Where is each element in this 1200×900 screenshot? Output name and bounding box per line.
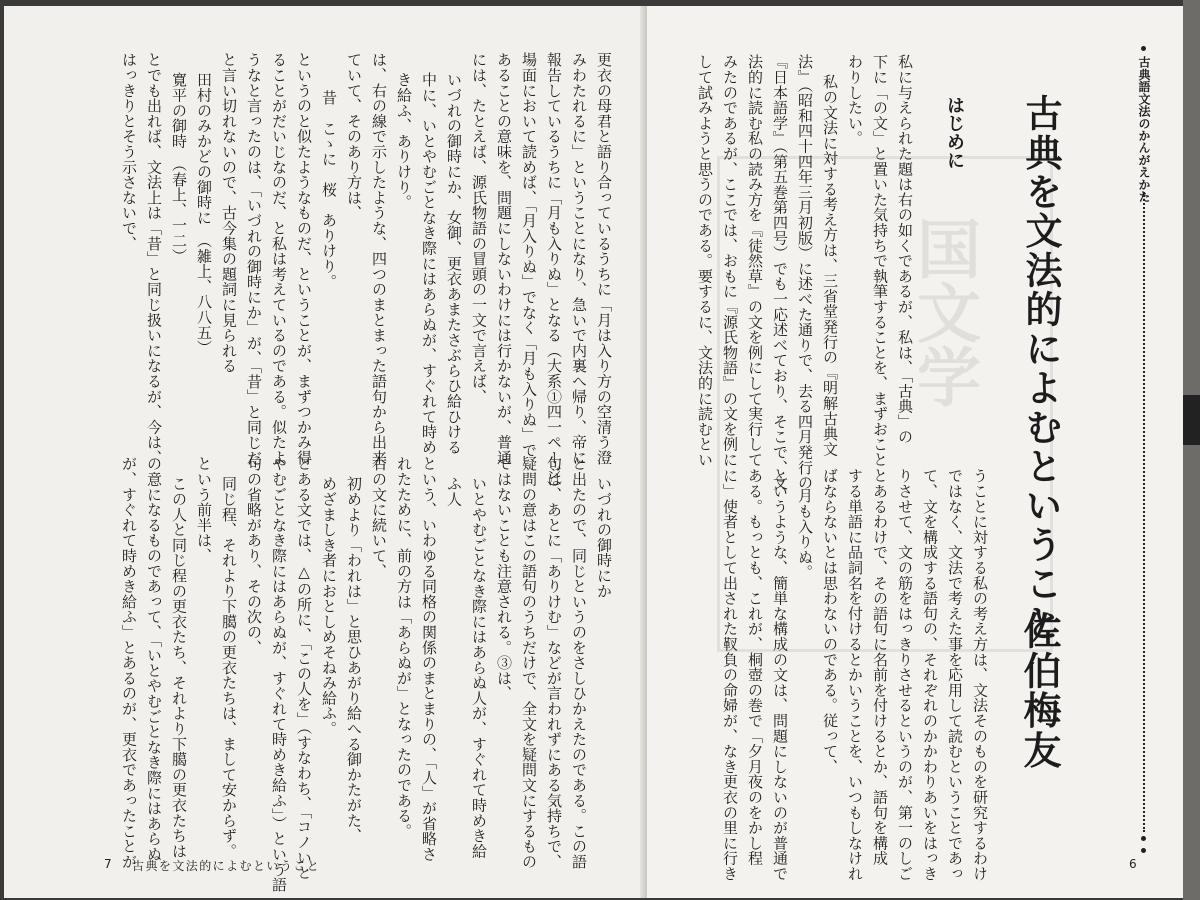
binding-clip [1183,395,1200,445]
left-top-col-8: 中に、いとやむごとなき際にはあらぬが、すぐれて時め [420,72,438,455]
left-top-col-6: には、たとえば、源氏物語の冒頭の一文で言えば、 [470,52,488,404]
show-through-shadow: 国文学 [906,216,981,408]
right-top-col-1: 私に与えられた題は右の如くであるが、私は、「古典」の [896,54,914,445]
series-dotted-rule [1143,192,1145,832]
right-bottom-col-7: ばならないとは思わないのである。従って、 [821,468,839,774]
left-bottom-col-4: 疑問の意はこの語句のうちだけで、全文を疑問文にするもの [520,456,538,870]
left-top-col-11: ていて、そのあり方は、 [345,52,363,221]
right-top-col-2: 下に「の文」と置いた気持ちで執筆することを、まずおこと [871,54,889,468]
left-bottom-col-18: この人と同じ程の更衣たち、それより下臈の更衣たちは [170,476,188,859]
right-page [647,6,1183,898]
right-bottom-col-9: というような、簡単な構成の文は、問題にしないのが普通で [771,468,789,882]
left-top-col-19: とでも出れば、文法上は「昔」と同じ扱いになるが、今は、 [145,52,163,466]
left-top-col-17: 田村のみかどの御時に （雑上、八八五） [195,72,213,356]
right-bottom-col-5: とあるわけで、その語句に名前を付けるとか、語句を構成 [871,468,889,866]
right-bottom-col-10: ある。もっとも、これが、桐壺の巻で「夕月夜のをかし程 [746,468,764,866]
desk-edge [1183,0,1200,900]
series-end-dot-2 [1141,848,1146,853]
right-bottom-col-2: ではなく、文法で考えた事を応用して読むということであっ [946,468,964,882]
right-bottom-col-6: する単語に品詞名を付けるとかいうことを、いつもしなけれ [846,468,864,882]
right-bottom-col-11: に」使者として出された靫負の命婦が、なき更衣の里に行き [721,468,739,882]
right-top-col-9: して試みようと思うのである。要するに、文法的に読むとい [696,54,714,468]
right-top-col-5: 法』（昭和四十四年三月初版）に述べた通りで、去る四月発行の [796,54,814,491]
left-bottom-col-14: やむごとなき際にはあらぬが、すぐれて時めき給ふ」）という語 [270,456,288,893]
author-name: 佐伯梅友 [1017,611,1062,771]
right-top-col-4: 私の文法に対する考え方は、三省堂発行の『明解古典文 [821,74,839,457]
left-bottom-col-13: とある文では、△の所に、「この人を」（すなわち、「コノいと [295,456,313,881]
left-bottom-col-1: いづれの御時にか [595,476,613,599]
left-top-col-10: は、右の線で示したような、四つのまとまった語句から出来 [370,52,388,466]
page-number-right: 6 [1129,857,1137,871]
left-top-col-2: みわたれるに」ということになり、急いで内裏へ帰り、帝に [570,52,588,466]
right-bottom-col-3: て、文を構成する語句の、それぞれのかかわりあいをはっき [921,468,939,882]
left-bottom-col-5: ではないことも注意される。③は、 [495,456,513,701]
left-top-col-7: いづれの御時にか、女御、更衣あまたさぶらひ給ひける [445,72,463,455]
left-bottom-col-11: 初めより「われは」と思ひあがり給へる御かたがた、 [345,476,363,844]
left-top-col-1: 更衣の母君と語り合っているうちに「月は入り方の空清う澄 [595,52,613,466]
right-top-col-6: 『日本語学』（第五巻第四号）でも一応述べており、そこで、文 [771,54,789,491]
right-top-col-7: 法的に読む私の読み方を『徒然草』の文を例にして実行して [746,54,764,468]
right-top-col-3: わりしたい。 [846,54,864,146]
left-top-col-3: 報告しているうちに「月も入りぬ」となる（大系①四一ページ） [545,52,563,496]
left-bottom-col-10: 右の文に続いて、 [370,456,388,579]
left-bottom-col-12: めざましき者におとしめそねみ給ふ。 [320,476,338,737]
left-top-col-20: はっきりとそう示さないで、 [120,52,138,251]
left-top-col-9: き給ふ、ありけり。 [395,72,413,210]
left-bottom-col-17: という前半は、 [195,456,213,564]
left-bottom-col-7: ふ人 [445,476,463,507]
left-bottom-col-8: という、いわゆる同格の関係のまとまりの、「人」が省略さ [420,456,438,862]
left-top-col-4: 場面において読めば、「月入りぬ」でなく「月も入りぬ」で [520,52,538,458]
left-top-col-5: あることの意味を、問題にしないわけには行かないが、普通 [495,52,513,466]
left-top-col-14: ることがだいじなのだ、と私は考えているのである。似たよ [270,52,288,466]
article-title: 古典を文法的によむということ [1019,94,1063,644]
left-bottom-col-20: が、すぐれて時めき給ふ」とあるのが、更衣であったことが [120,456,138,870]
left-bottom-col-3: 句は、あとに「ありけむ」などが言われずにある気持ちで、 [545,456,563,870]
page-number-left: 7 [104,857,112,871]
left-bottom-col-6: いとやむごとなき際にはあらぬ人が、すぐれて時めき給 [470,476,488,859]
left-top-col-18: 寛平の御時 （春上、一二） [170,72,188,264]
left-top-col-16: と言い切れないので、古今集の題詞に見られる [220,52,238,374]
series-bullet [1141,46,1146,51]
right-bottom-col-1: うことに対する私の考え方は、文法そのものを研究するわけ [971,468,989,882]
left-top-col-15: うなと言ったのは、「いづれの御時にか」が、「昔」と同じだ [245,52,263,466]
series-end-dot-1 [1141,836,1146,841]
right-bottom-col-4: りさせて、文の筋をはっきりさせるというのが、第一のしご [896,468,914,882]
left-bottom-col-2: と出たので、同じというのをさしひかえたのである。この語 [570,456,588,870]
left-bottom-col-9: れたために、前の方は「あらぬが」となったのである。 [395,456,413,839]
right-bottom-col-8: 月も入りぬ。 [796,488,814,580]
running-head: 古典を文法的によむということ [132,859,321,873]
series-title: 古典語文法のかんがえかた [1137,56,1151,203]
right-top-col-8: みたのであるが、ここでは、おもに『源氏物語』の文を例に [721,54,739,468]
left-bottom-col-15: 句の省略があり、その次の、 [245,456,263,655]
left-page [4,6,646,898]
left-bottom-col-19: の意になるものであって、「いとやむごとなき際にはあらぬ [145,456,163,862]
left-bottom-col-16: 同じ程、それより下臈の更衣たちは、まして安からず。 [220,476,238,859]
left-top-col-12: 昔 こゝに 桜 ありけり。 [320,90,338,289]
left-top-col-13: というのと似たようなものだ、ということが、まずつかみ得 [295,52,313,466]
section-heading: はじめに [944,96,965,170]
